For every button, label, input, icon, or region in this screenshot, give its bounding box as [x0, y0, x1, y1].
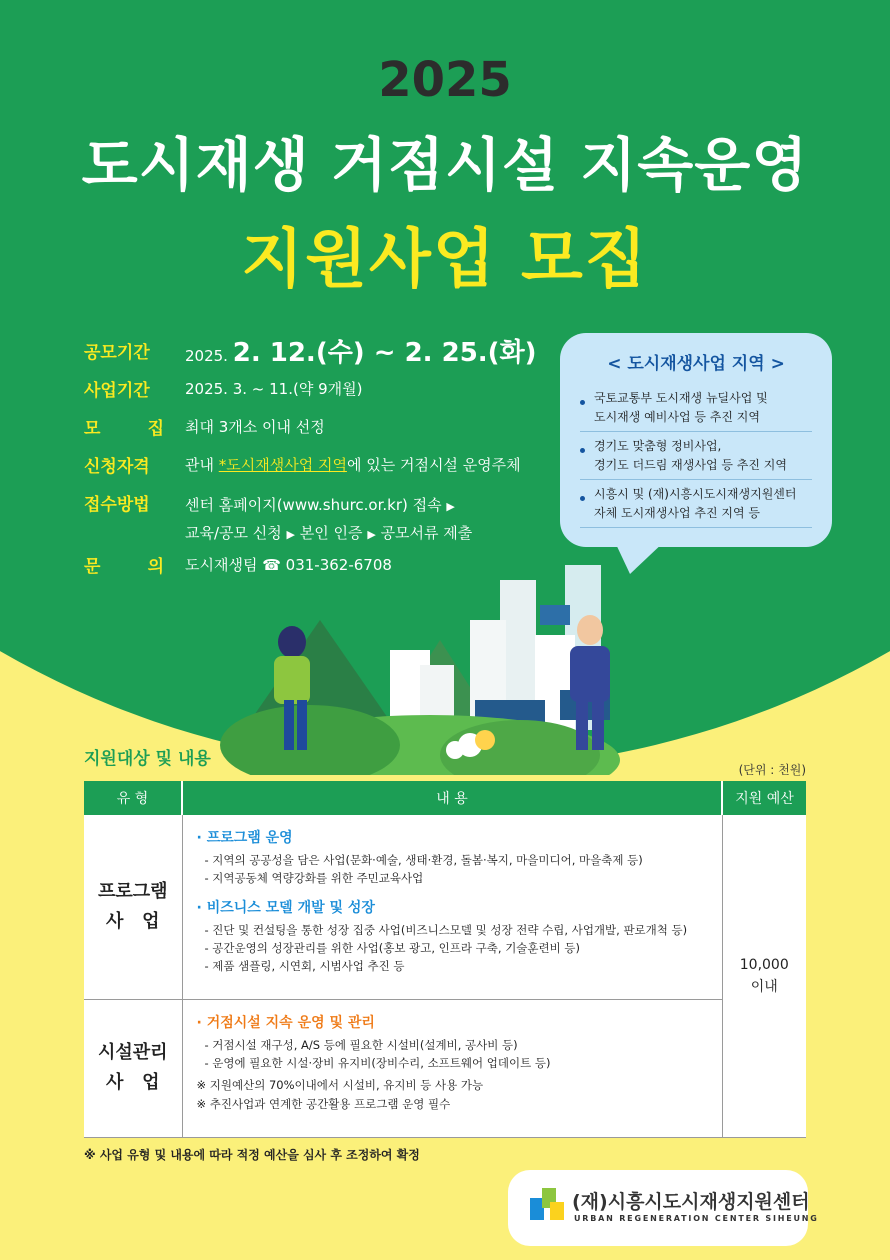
facility-heading: · 거점시설 지속 운영 및 관리: [196, 1014, 375, 1031]
center-logo: [508, 1170, 819, 1246]
period-value: 2025. 2. 12.(수) ~ 2. 25.(화): [185, 338, 537, 368]
qualification-label: 신청자격: [84, 457, 150, 477]
period-label: 공모기간: [84, 343, 150, 363]
list-item: - 제품 샘플링, 시연회, 시범사업 추진 등: [204, 959, 405, 973]
note: ※ 지원예산의 70%이내에서 시설비, 유지비 등 사용 가능: [196, 1077, 484, 1092]
program-content: [182, 815, 722, 999]
arrow-icon: ▶: [286, 528, 296, 541]
year-heading: 2025: [378, 52, 512, 108]
center-name: (재)시흥시도시재생지원센터: [572, 1191, 810, 1213]
recruit-value: 최대 3개소 이내 선정: [185, 418, 325, 436]
center-logo-icon: [528, 1184, 568, 1224]
program-heading-1: · 프로그램 운영: [196, 830, 293, 846]
type-program: 프로그램 사 업: [84, 815, 182, 999]
arrow-icon: ▶: [446, 500, 455, 513]
table-row: [84, 999, 806, 1137]
arrow-icon: ▶: [367, 528, 376, 541]
list-item: - 공간운영의 성장관리를 위한 사업(홍보 광고, 인프라 구축, 기술훈련비 등): [204, 941, 580, 955]
bullet-icon: [580, 400, 585, 405]
bubble-item: 국토교통부 도시재생 뉴딜사업 및 도시재생 예비사업 등 추진 지역: [580, 389, 812, 432]
type-facility: 시설관리 사 업: [84, 999, 182, 1137]
bubble-title: < 도시재생사업 지역 >: [607, 354, 785, 374]
sub-title: 지원사업 모집: [241, 223, 649, 297]
support-table: [84, 781, 806, 1138]
unit-label: (단위 : 천원): [738, 763, 806, 777]
list-item: - 지역의 공공성을 담은 사업(문화·예술, 생태·환경, 돌봄·복지, 마을미디어, 마을축제 등): [204, 853, 643, 867]
program-heading-2: · 비즈니스 모델 개발 및 성장: [196, 900, 375, 916]
qualification-highlight: *도시재생사업 지역: [218, 456, 347, 474]
bullet-icon: [580, 448, 585, 453]
contact-label: 문 의: [84, 557, 164, 577]
support-section-title: 지원대상 및 내용: [84, 749, 211, 769]
center-name-english: URBAN REGENERATION CENTER SIHEUNG: [574, 1214, 819, 1223]
header-budget: 지원 예산: [722, 781, 806, 815]
note: ※ 추진사업과 연계한 공간활용 프로그램 운영 필수: [196, 1096, 451, 1111]
qualification-value: 관내 *도시재생사업 지역에 있는 거점시설 운영주체: [185, 456, 521, 474]
budget-cell: 10,000 이내: [722, 815, 806, 1137]
bubble-item: 경기도 맞춤형 정비사업, 경기도 더드림 재생사업 등 추진 지역: [580, 437, 812, 480]
main-title: 도시재생 거점시설 지속운영: [81, 131, 809, 199]
header-content: 내 용: [182, 781, 722, 815]
list-item: - 거점시설 재구성, A/S 등에 필요한 시설비(설계비, 공사비 등): [204, 1037, 518, 1052]
contact-value: 도시재생팀 ☎ 031-362-6708: [185, 556, 392, 574]
bullet-icon: [580, 496, 585, 501]
table-header-row: [84, 781, 806, 815]
list-item: - 운영에 필요한 시설·장비 유지비(장비수리, 소프트웨어 업데이트 등): [204, 1055, 551, 1070]
header-type: 유 형: [84, 781, 182, 815]
city-illustration: [170, 560, 690, 775]
list-item: - 진단 및 컨설팅을 통한 성장 집중 사업(비즈니스모델 및 성장 전략 수립, 사업개발, 판로개척 등): [204, 923, 688, 937]
business-value: 2025. 3. ~ 11.(약 9개월): [185, 380, 363, 398]
method-label: 접수방법: [84, 495, 150, 515]
business-label: 사업기간: [84, 381, 150, 401]
table-row: [84, 815, 806, 999]
method-value: 센터 홈페이지(www.shurc.or.kr) 접속 ▶ 교육/공모 신청 ▶ 본인 인증 ▶ 공모서류 제출: [185, 496, 473, 542]
adjustment-note: ※ 사업 유형 및 내용에 따라 적정 예산을 심사 후 조정하여 확정: [84, 1148, 420, 1162]
region-speech-bubble: [560, 333, 832, 547]
recruit-label: 모 집: [84, 419, 164, 439]
list-item: - 지역공동체 역량강화를 위한 주민교육사업: [204, 871, 424, 885]
bubble-item: 시흥시 및 (재)시흥시도시재생지원센터 자체 도시재생사업 추진 지역 등: [580, 485, 812, 528]
facility-content: [182, 999, 722, 1137]
